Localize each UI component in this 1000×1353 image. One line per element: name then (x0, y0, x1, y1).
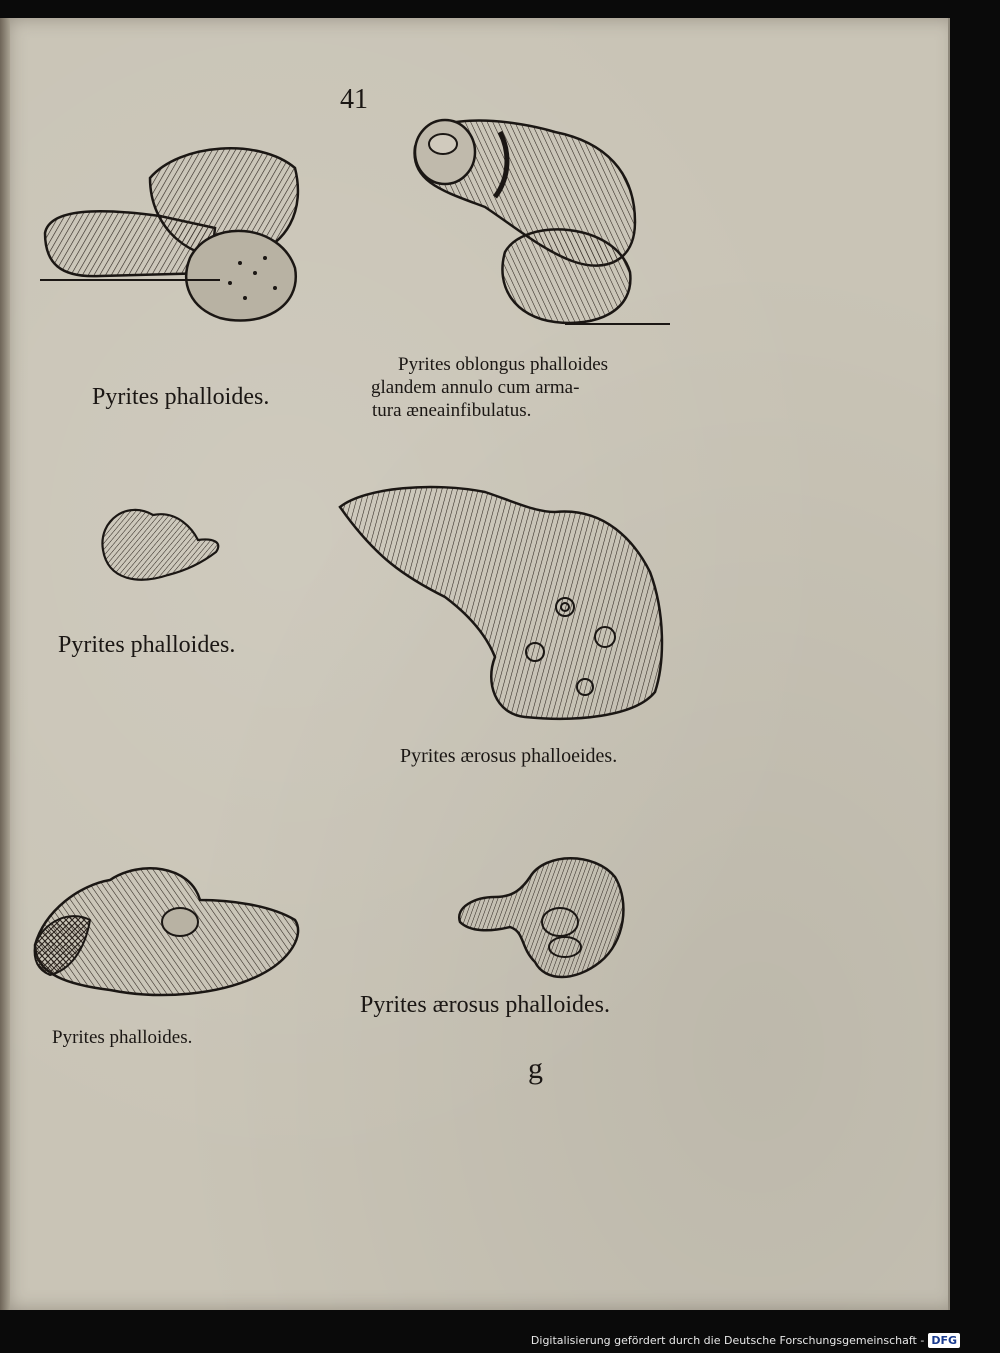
woodcut-figure-3 (98, 500, 228, 590)
caption-figure-5: Pyrites phalloides. (52, 1027, 193, 1048)
signature-mark: g (528, 1052, 543, 1085)
caption-figure-2-line-3: tura æneainfibulatus. (372, 400, 532, 421)
woodcut-figure-2 (405, 112, 675, 342)
woodcut-figure-6 (455, 852, 630, 987)
woodcut-figure-4 (335, 482, 670, 727)
woodcut-figure-5 (30, 860, 305, 1005)
caption-figure-3: Pyrites phalloides. (58, 632, 236, 658)
page-number: 41 (340, 84, 368, 115)
dfg-logo: DFG (928, 1333, 960, 1348)
woodcut-figure-1 (40, 138, 320, 338)
caption-figure-6: Pyrites ærosus phalloides. (360, 992, 610, 1018)
digitization-footer (531, 1330, 960, 1350)
caption-figure-4: Pyrites ærosus phalloeides. (400, 745, 618, 767)
caption-figure-2-line-1: Pyrites oblongus phalloides (398, 354, 609, 375)
footer-text: Digitalisierung gefördert durch die Deutsche Forschungsgemeinschaft - (530, 1333, 925, 1347)
caption-figure-2-line-2: glandem annulo cum arma- (371, 377, 580, 398)
caption-figure-1: Pyrites phalloides. (92, 384, 270, 410)
book-spine (0, 18, 10, 1310)
